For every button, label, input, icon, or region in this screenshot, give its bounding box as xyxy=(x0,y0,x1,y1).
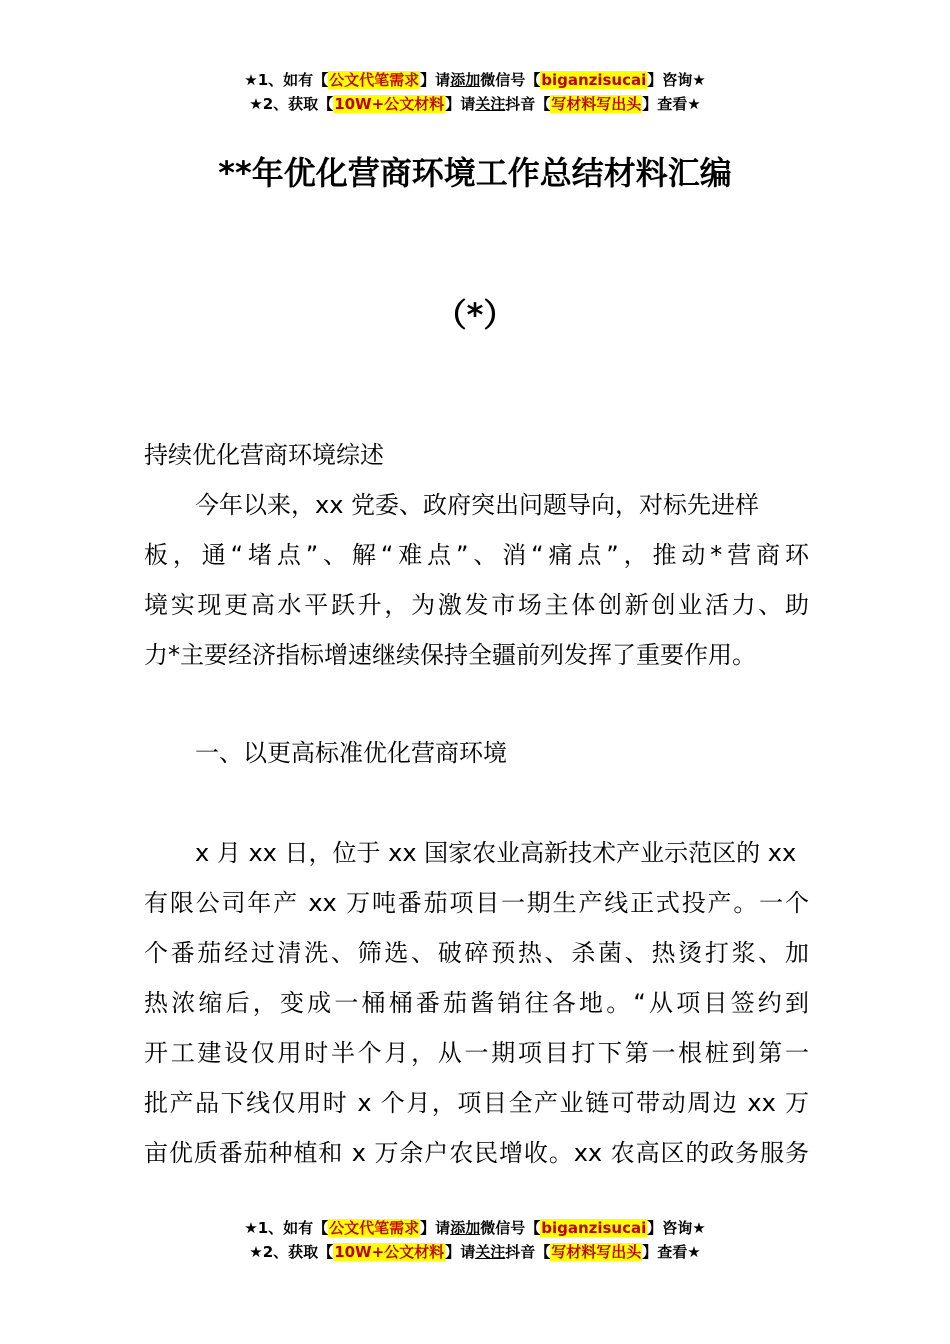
underlined-text: 关注 xyxy=(475,95,506,113)
paragraph-line: 个番茄经过清洗、筛选、破碎预热、杀菌、热烫打浆、加 xyxy=(144,939,809,967)
highlight-text: 10W+公文材料 xyxy=(334,1243,445,1261)
banner-text: 】查看★ xyxy=(642,95,701,113)
paragraph-line: 今年以来，xx 党委、政府突出问题导向，对标先进样 xyxy=(195,491,760,519)
banner-text: 】咨询★ xyxy=(647,71,706,89)
header-banner xyxy=(0,68,950,116)
banner-text: ★2、获取【 xyxy=(249,1243,334,1261)
document-title: **年优化营商环境工作总结材料汇编 xyxy=(218,154,732,192)
underlined-text: 添加 xyxy=(450,71,481,89)
banner-text: 】请 xyxy=(445,1243,476,1261)
intro-paragraph xyxy=(144,480,809,680)
banner-text: 】请 xyxy=(420,1219,451,1237)
paragraph-line: 境实现更高水平跃升，为激发市场主体创新创业活力、助 xyxy=(144,591,809,619)
banner-line-1 xyxy=(0,1216,950,1240)
section-title-text: 持续优化营商环境综述 xyxy=(144,441,384,469)
paragraph-line: 开工建设仅用时半个月，从一期项目打下第一根桩到第一 xyxy=(144,1039,809,1067)
banner-text: ★2、获取【 xyxy=(249,95,334,113)
banner-line-1 xyxy=(0,68,950,92)
highlight-text: 写材料写出头 xyxy=(551,1243,642,1261)
body-paragraph xyxy=(144,828,809,1178)
section-heading xyxy=(144,728,809,778)
banner-text: 微信号【 xyxy=(480,71,541,89)
highlight-text: 公文代笔需求 xyxy=(329,1219,420,1237)
highlight-text: 10W+公文材料 xyxy=(334,95,445,113)
paragraph-line: 有限公司年产 xx 万吨番茄项目一期生产线正式投产。一个 xyxy=(144,889,809,917)
banner-text: 】请 xyxy=(420,71,451,89)
banner-line-2 xyxy=(0,92,950,116)
document-subtitle: （*） xyxy=(434,296,516,334)
footer-banner xyxy=(0,1216,950,1264)
banner-text: ★1、如有【 xyxy=(244,71,329,89)
highlight-text: 写材料写出头 xyxy=(551,95,642,113)
banner-text: 抖音【 xyxy=(505,95,551,113)
banner-text: 】咨询★ xyxy=(647,1219,706,1237)
banner-text: 】请 xyxy=(445,95,476,113)
banner-text: 】查看★ xyxy=(642,1243,701,1261)
paragraph-line: 批产品下线仅用时 x 个月，项目全产业链可带动周边 xx 万 xyxy=(144,1089,809,1117)
paragraph-line: 板，通“堵点”、解“难点”、消“痛点”，推动*营商环 xyxy=(144,541,809,569)
paragraph-line: 热浓缩后，变成一桶桶番茄酱销往各地。“从项目签约到 xyxy=(144,989,809,1017)
banner-text: ★1、如有【 xyxy=(244,1219,329,1237)
highlight-text: biganzisucai xyxy=(541,71,647,89)
highlight-text: biganzisucai xyxy=(541,1219,647,1237)
paragraph-line: 亩优质番茄种植和 x 万余户农民增收。xx 农高区的政务服务 xyxy=(144,1139,809,1167)
paragraph-line: 力*主要经济指标增速继续保持全疆前列发挥了重要作用。 xyxy=(144,641,756,669)
section-heading-text: 一、以更高标准优化营商环境 xyxy=(195,739,507,767)
paragraph-line: x 月 xx 日，位于 xx 国家农业高新技术产业示范区的 xx xyxy=(195,839,797,867)
banner-text: 微信号【 xyxy=(480,1219,541,1237)
underlined-text: 添加 xyxy=(450,1219,481,1237)
banner-line-2 xyxy=(0,1240,950,1264)
underlined-text: 关注 xyxy=(475,1243,506,1261)
banner-text: 抖音【 xyxy=(505,1243,551,1261)
section-title xyxy=(144,430,809,480)
highlight-text: 公文代笔需求 xyxy=(329,71,420,89)
